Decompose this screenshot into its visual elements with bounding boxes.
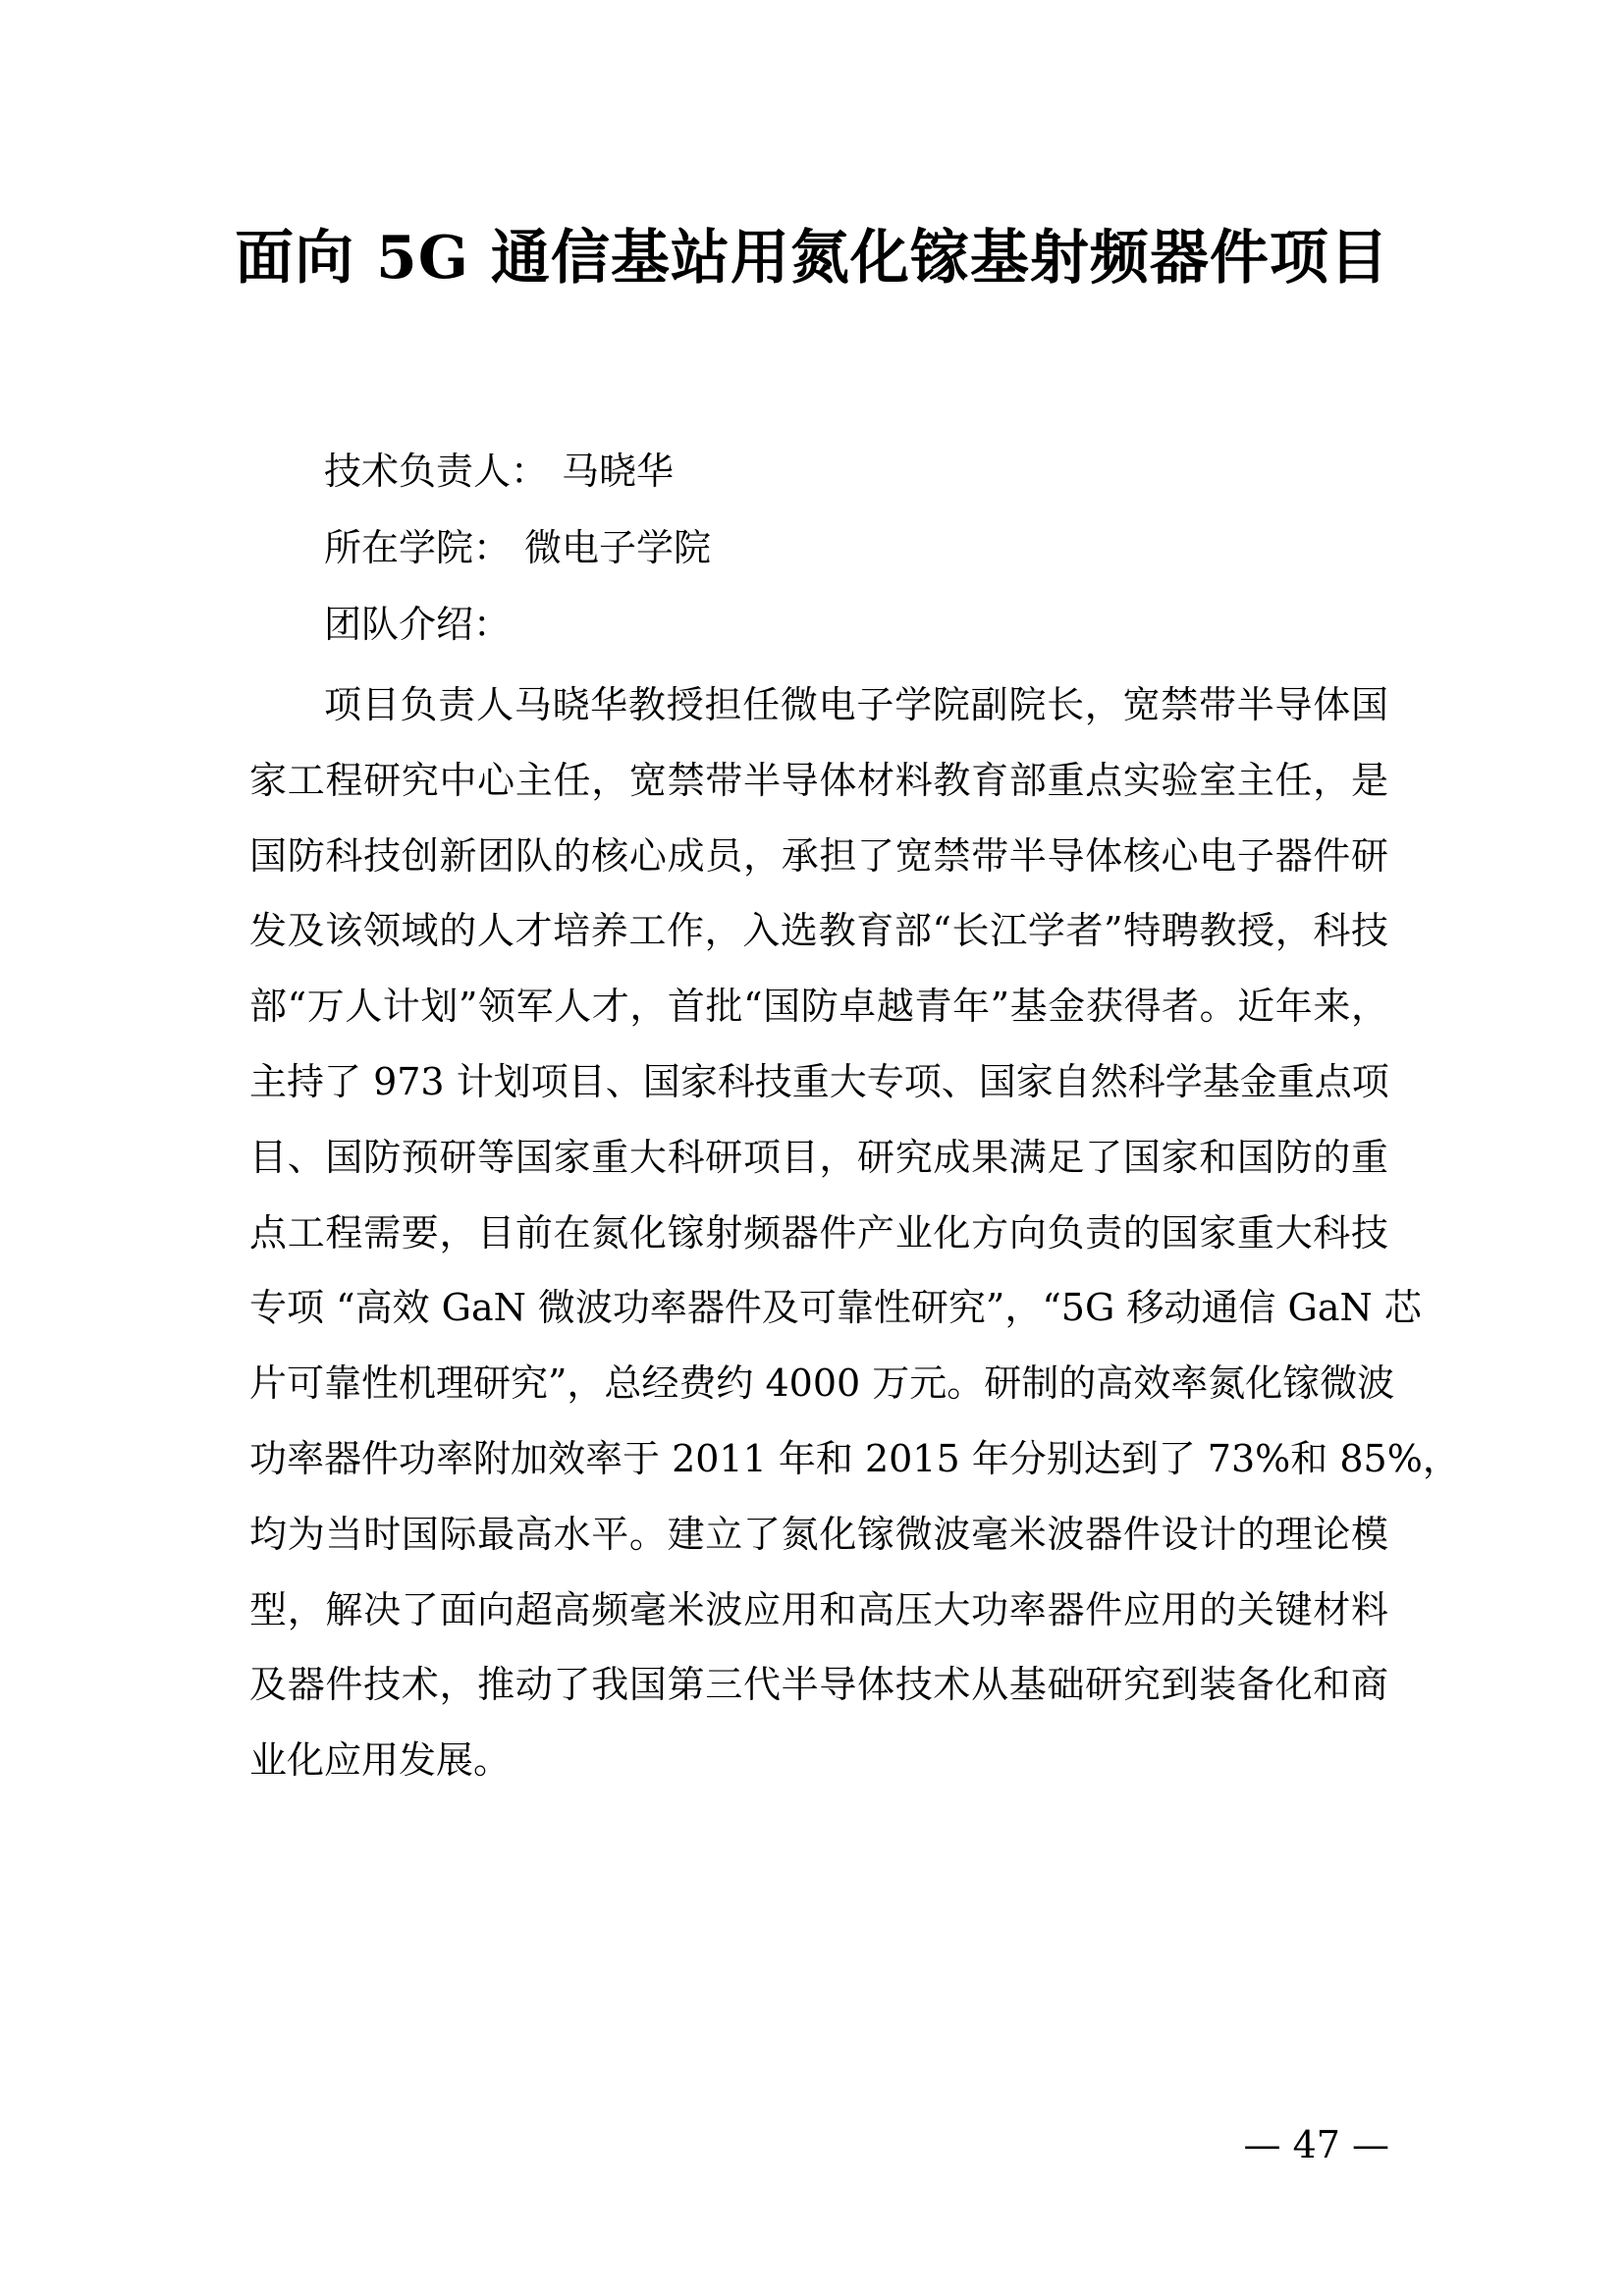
- leader-field: [324, 447, 674, 496]
- team-introduction-paragraph: [249, 667, 1460, 1798]
- paragraph-line: 业化应用发展。: [249, 1738, 512, 1783]
- college-value: 微电子学院: [524, 526, 712, 569]
- paragraph-line: 目、国防预研等国家重大科研项目，研究成果满足了国家和国防的重: [249, 1135, 1388, 1179]
- paragraph-line: 片可靠性机理研究”，总经费约 4000 万元。研制的高效率氮化镓微波: [249, 1362, 1395, 1406]
- paragraph-line: 点工程需要，目前在氮化镓射频器件产业化方向负责的国家重大科技: [249, 1210, 1388, 1255]
- team-field: [324, 600, 511, 649]
- college-field: [324, 523, 711, 572]
- paragraph-line: 发及该领域的人才培养工作，入选教育部“长江学者”特聘教授，科技: [249, 909, 1388, 953]
- paragraph-line: 家工程研究中心主任，宽禁带半导体材料教育部重点实验室主任，是: [249, 758, 1388, 802]
- paragraph-line: 主持了 973 计划项目、国家科技重大专项、国家自然科学基金重点项: [249, 1059, 1389, 1103]
- paragraph-line: 均为当时国际最高水平。建立了氮化镓微波毫米波器件设计的理论模: [249, 1512, 1388, 1556]
- paragraph-line: 专项 “高效 GaN 微波功率器件及可靠性研究”，“5G 移动通信 GaN 芯: [249, 1286, 1422, 1330]
- paragraph-line: 项目负责人马晓华教授担任微电子学院副院长，宽禁带半导体国: [324, 683, 1388, 726]
- paragraph-line: 型，解决了面向超高频毫米波应用和高压大功率器件应用的关键材料: [249, 1587, 1388, 1631]
- document-title: 面向 5G 通信基站用氮化镓基射频器件项目: [235, 224, 1389, 293]
- team-label: 团队介绍：: [324, 603, 512, 646]
- paragraph-line: 功率器件功率附加效率于 2011 年和 2015 年分别达到了 73%和 85%，: [249, 1436, 1460, 1480]
- leader-value: 马晓华: [562, 450, 675, 493]
- paragraph-line: 及器件技术，推动了我国第三代半导体技术从基础研究到装备化和商: [249, 1663, 1388, 1707]
- paragraph-line: 国防科技创新团队的核心成员，承担了宽禁带半导体核心电子器件研: [249, 833, 1388, 878]
- leader-label: 技术负责人：: [324, 450, 549, 493]
- paragraph-line: 部“万人计划”领军人才，首批“国防卓越青年”基金获得者。近年来，: [249, 985, 1388, 1029]
- page-number: — 47 —: [1243, 2123, 1389, 2166]
- college-label: 所在学院：: [324, 526, 512, 569]
